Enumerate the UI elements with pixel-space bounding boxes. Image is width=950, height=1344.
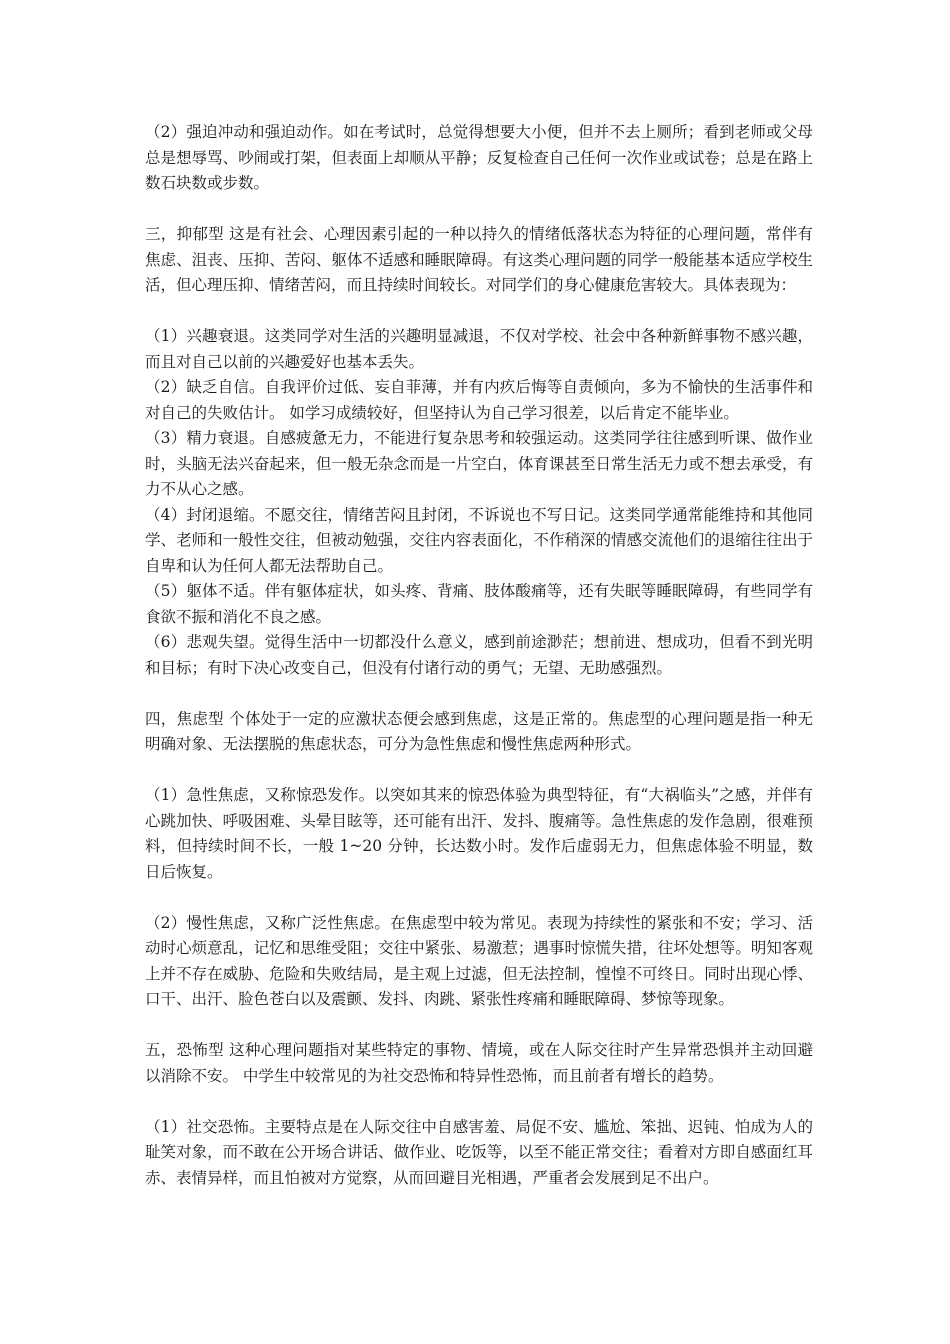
paragraph-anxiety-type: 四，焦虑型 个体处于一定的应激状态便会感到焦虑，这是正常的。焦虑型的心理问题是指一种无明确对象、无法摆脱的焦虑状态，可分为急性焦虑和慢性焦虑两种形式。 [145,709,813,753]
paragraph-withdrawal: （4）封闭退缩。不愿交往，情绪苦闷且封闭，不诉说也不写日记。这类同学通常能维持和其他同学、老师和一般性交往，但被动勉强，交往内容表面化，不作稍深的情感交流他们的退缩往往出于自卑和认为任何人都无法帮助自己。 [145,505,813,575]
paragraph-energy-decline: （3）精力衰退。自感疲惫无力，不能进行复杂思考和较强运动。这类同学往往感到听课、做作业时，头脑无法兴奋起来，但一般无杂念而是一片空白，体育课甚至日常生活无力或不想去承受，有力不从心之感。 [145,429,813,498]
paragraph-gap [145,197,813,223]
paragraph-depression-type: 三，抑郁型 这是有社会、心理因素引起的一种以持久的情绪低落状态为特征的心理问题，常伴有焦虑、沮丧、压抑、苦闷、躯体不适感和睡眠障碍。有这类心理问题的同学一般能基本适应学校生活，但心理压抑、情绪苦闷，而且持续时间较长。对同学们的身心健康危害较大。具体表现为： [145,225,813,294]
paragraph-social-phobia: （1）社交恐怖。主要特点是在人际交往中自感害羞、局促不安、尴尬、笨拙、迟钝、怕成为人的耻笑对象，而不敢在公开场合讲话、做作业、吃饭等，以至不能正常交往；看着对方即自感面红耳赤、表情异样，而且怕被对方觉察，从而回避目光相遇，严重者会发展到足不出户。 [145,1117,813,1187]
paragraph-phobia-type: 五，恐怖型 这种心理问题指对某些特定的事物、情境，或在人际交往时产生异常恐惧并主动回避以消除不安。 中学生中较常见的为社交恐怖和特异性恐怖，而且前者有增长的趋势。 [145,1041,813,1085]
paragraph-compulsive-actions: （2）强迫冲动和强迫动作。如在考试时，总觉得想要大小便，但并不去上厕所；看到老师或父母总是想辱骂、吵闹或打架，但表面上却顺从平静；反复检查自己任何一次作业或试卷；总是在路上数石块数或步数。 [145,123,813,192]
paragraph-gap [145,299,813,325]
paragraph-chronic-anxiety: （2）慢性焦虑，又称广泛性焦虑。在焦虑型中较为常见。表现为持续性的紧张和不安；学习、活动时心烦意乱，记忆和思维受阻；交往中紧张、易激惹；遇事时惊慌失措，往坏处想等。明知客观上并不存在威胁、危险和失败结局，是主观上过滤，但无法控制，惶惶不可终日。同时出现心悸、口干、出汗、脸色苍白以及震颤、发抖、肉跳、紧张性疼痛和睡眠障碍、梦惊等现象。 [145,913,813,1008]
paragraph-physical-discomfort: （5）躯体不适。伴有躯体症状，如头疼、背痛、肢体酸痛等，还有失眠等睡眠障碍，有些同学有食欲不振和消化不良之感。 [145,582,813,626]
paragraph-acute-anxiety: （1）急性焦虑，又称惊恐发作。以突如其来的惊恐体验为典型特征，有“大祸临头”之感，并伴有心跳加快、呼吸困难、头晕目眩等，还可能有出汗、发抖、腹痛等。急性焦虑的发作急剧，很难预料，但持续时间不长，一般 1~20 分钟，长达数小时。发作后虚弱无力，但焦虑体验不明显，数日后恢复。 [145,786,813,881]
paragraph-interest-decline: （1）兴趣衰退。这类同学对生活的兴趣明显减退，不仅对学校、社会中各种新鲜事物不感兴趣，而且对自己以前的兴趣爱好也基本丢失。 [145,327,813,371]
paragraph-gap [145,681,813,707]
document-body [145,120,813,1191]
paragraph-pessimism: （6）悲观失望。觉得生活中一切都没什么意义，感到前途渺茫；想前进、想成功，但看不到光明和目标；有时下决心改变自己，但没有付诸行动的勇气；无望、无助感强烈。 [145,633,813,677]
paragraph-lack-confidence: （2）缺乏自信。自我评价过低、妄自菲薄，并有内疚后悔等自责倾向，多为不愉快的生活事件和对自己的失败估计。 如学习成绩较好，但坚持认为自己学习很差，以后肯定不能毕业。 [145,378,813,422]
paragraph-gap [145,1089,813,1115]
paragraph-gap [145,1013,813,1039]
paragraph-gap [145,758,813,784]
paragraph-gap [145,885,813,911]
